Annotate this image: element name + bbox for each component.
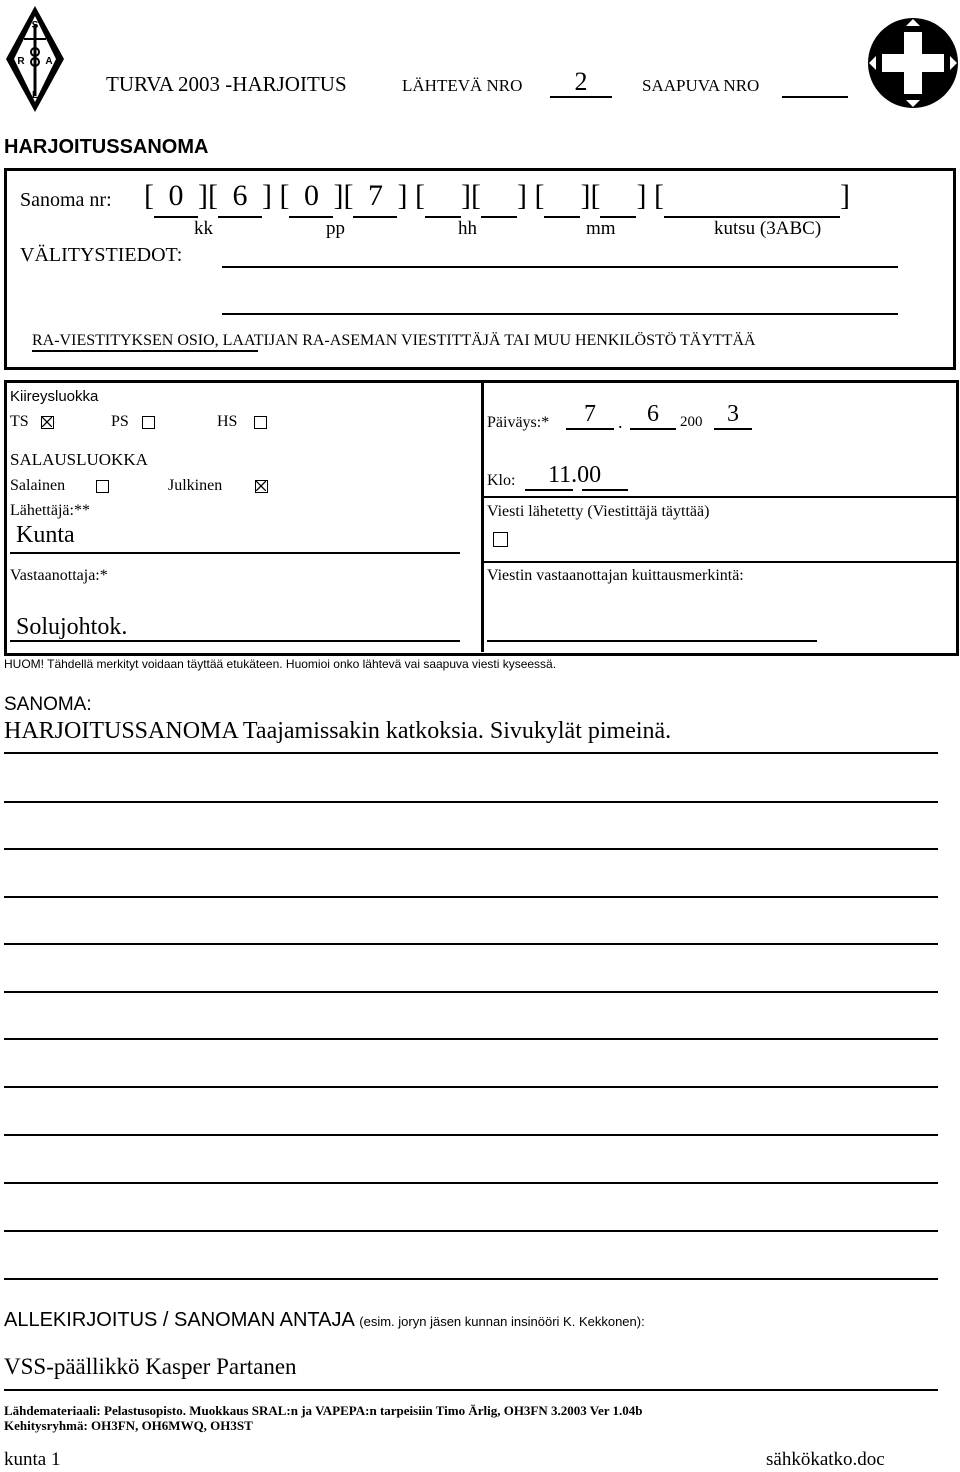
right-row-divider-2 xyxy=(484,561,956,563)
exercise-title: TURVA 2003 -HARJOITUS xyxy=(106,72,347,96)
date-year-prefix: 200 xyxy=(680,414,703,430)
salainen-label: Salainen xyxy=(10,477,66,494)
digit-field-3[interactable]: 0 xyxy=(289,176,333,218)
date-year-suffix[interactable]: 3 xyxy=(714,400,752,430)
message-line[interactable] xyxy=(4,801,938,803)
priority-hs-label: HS xyxy=(217,413,238,430)
klo-label: Klo: xyxy=(487,472,516,489)
message-line[interactable] xyxy=(4,1278,938,1280)
salausluokka-label: SALAUSLUOKKA xyxy=(10,450,148,469)
message-line[interactable] xyxy=(4,1230,938,1232)
lahettaja-value[interactable]: Kunta xyxy=(16,522,75,548)
digit-field-5[interactable] xyxy=(425,186,461,218)
svg-text:A: A xyxy=(45,56,53,67)
digit-field-7[interactable] xyxy=(544,186,580,218)
julkinen-label: Julkinen xyxy=(168,477,223,494)
priority-ts-label: TS xyxy=(10,413,29,430)
message-line[interactable] xyxy=(4,1038,938,1040)
priority-ps-label: PS xyxy=(111,413,129,430)
footer-left: kunta 1 xyxy=(4,1449,61,1470)
lahteva-value[interactable]: 2 xyxy=(550,68,612,98)
valitystiedot-line-1[interactable] xyxy=(222,266,898,268)
message-line[interactable] xyxy=(4,1182,938,1184)
label-kk: kk xyxy=(194,218,213,239)
sral-logo xyxy=(4,4,66,114)
label-kutsu: kutsu (3ABC) xyxy=(714,218,822,239)
form-title: HARJOITUSSANOMA xyxy=(4,136,209,158)
footer-right: sähkökatko.doc xyxy=(766,1449,885,1470)
saapuva-label: SAAPUVA NRO xyxy=(642,76,760,95)
lahteva-label: LÄHTEVÄ NRO xyxy=(402,76,523,95)
klo-line-hours xyxy=(525,489,573,491)
huom-note: HUOM! Tähdellä merkityt voidaan täyttää etukäteen. Huomioi onko lähtevä vai saapuva viesti kyseessä. xyxy=(4,657,557,671)
valitystiedot-line-2[interactable] xyxy=(222,313,898,315)
paivays-label: Päiväys:* xyxy=(487,414,550,431)
ra-section-title: RA-VIESTITYKSEN OSIO, LAATIJAN RA-ASEMAN VIESTITTÄJÄ TAI MUU HENKILÖSTÖ TÄYTTÄÄ xyxy=(32,332,756,349)
saapuva-value[interactable] xyxy=(782,68,848,98)
label-pp: pp xyxy=(326,218,345,239)
message-line[interactable] xyxy=(4,943,938,945)
label-hh: hh xyxy=(458,218,477,239)
vapepa-logo xyxy=(866,16,960,110)
svg-text:L: L xyxy=(31,90,39,101)
svg-text:S: S xyxy=(31,20,39,31)
digit-field-1[interactable]: 0 xyxy=(154,176,198,218)
message-line[interactable] xyxy=(4,896,938,898)
lahettaja-line xyxy=(10,552,460,554)
date-dot: . xyxy=(618,412,623,432)
salainen-checkbox[interactable] xyxy=(96,480,109,493)
digit-field-6[interactable] xyxy=(481,186,517,218)
allekirjoitus-row xyxy=(4,1309,645,1332)
allekirjoitus-label: ALLEKIRJOITUS / SANOMAN ANTAJA xyxy=(4,1309,355,1331)
sanoma-label: SANOMA: xyxy=(4,694,92,715)
footer-source: Lähdemateriaali: Pelastusopisto. Muokkaus SRAL:n ja VAPEPA:n tarpeisiin Timo Ärlig, OH3FN 3.2003 Ver 1.04b xyxy=(4,1403,643,1418)
message-line[interactable] xyxy=(4,848,938,850)
sanoma-nr-label: Sanoma nr: xyxy=(20,189,112,211)
valitystiedot-label: VÄLITYSTIEDOT: xyxy=(20,244,183,266)
column-divider xyxy=(481,380,484,652)
label-mm: mm xyxy=(586,218,616,239)
viesti-lahetetty-label: Viesti lähetetty (Viestittäjä täyttää) xyxy=(487,503,710,520)
date-month[interactable]: 6 xyxy=(630,400,676,430)
allekirjoitus-value[interactable]: VSS-päällikkö Kasper Partanen xyxy=(4,1354,297,1379)
callsign-field[interactable] xyxy=(664,186,840,218)
footer-group: Kehitysryhmä: OH3FN, OH6MWQ, OH3ST xyxy=(4,1418,253,1433)
priority-ps-checkbox[interactable] xyxy=(142,416,155,429)
message-line[interactable] xyxy=(4,991,938,993)
kiireysluokka-label: Kiireysluokka xyxy=(10,388,99,405)
digit-field-4[interactable]: 7 xyxy=(353,176,397,218)
viesti-lahetetty-checkbox[interactable] xyxy=(493,532,508,547)
klo-line-minutes xyxy=(582,489,628,491)
kuittaus-line[interactable] xyxy=(487,640,817,642)
vastaanottaja-value[interactable]: Solujohtok. xyxy=(16,614,128,640)
kuittaus-label: Viestin vastaanottajan kuittausmerkintä: xyxy=(487,567,744,584)
vastaanottaja-label: Vastaanottaja:* xyxy=(10,567,108,584)
sanoma-text[interactable]: HARJOITUSSANOMA Taajamissakin katkoksia. Sivukylät pimeinä. xyxy=(4,718,672,744)
message-line[interactable] xyxy=(4,1086,938,1088)
allekirjoitus-hint: (esim. joryn jäsen kunnan insinööri K. Kekkonen): xyxy=(359,1314,645,1329)
priority-hs-checkbox[interactable] xyxy=(254,416,267,429)
julkinen-checkbox[interactable] xyxy=(255,480,268,493)
digit-field-2[interactable]: 6 xyxy=(218,176,262,218)
message-line[interactable] xyxy=(4,752,938,754)
allekirjoitus-line xyxy=(4,1389,938,1391)
message-line[interactable] xyxy=(4,1134,938,1136)
svg-text:R: R xyxy=(17,56,25,67)
digit-field-8[interactable] xyxy=(600,186,636,218)
date-day[interactable]: 7 xyxy=(566,400,614,430)
right-row-divider-1 xyxy=(484,496,956,498)
sanoma-nr-fields: [ 0 ][ 6 ] [ 0 ][ 7 ] [ ][ ] [ ][ ] [ ] xyxy=(144,176,850,218)
priority-ts-checkbox[interactable] xyxy=(41,416,54,429)
lahettaja-label: Lähettäjä:** xyxy=(10,502,90,519)
klo-value[interactable]: 11.00 xyxy=(548,462,602,488)
vastaanottaja-line xyxy=(10,640,460,642)
ra-section-underline xyxy=(32,350,258,352)
